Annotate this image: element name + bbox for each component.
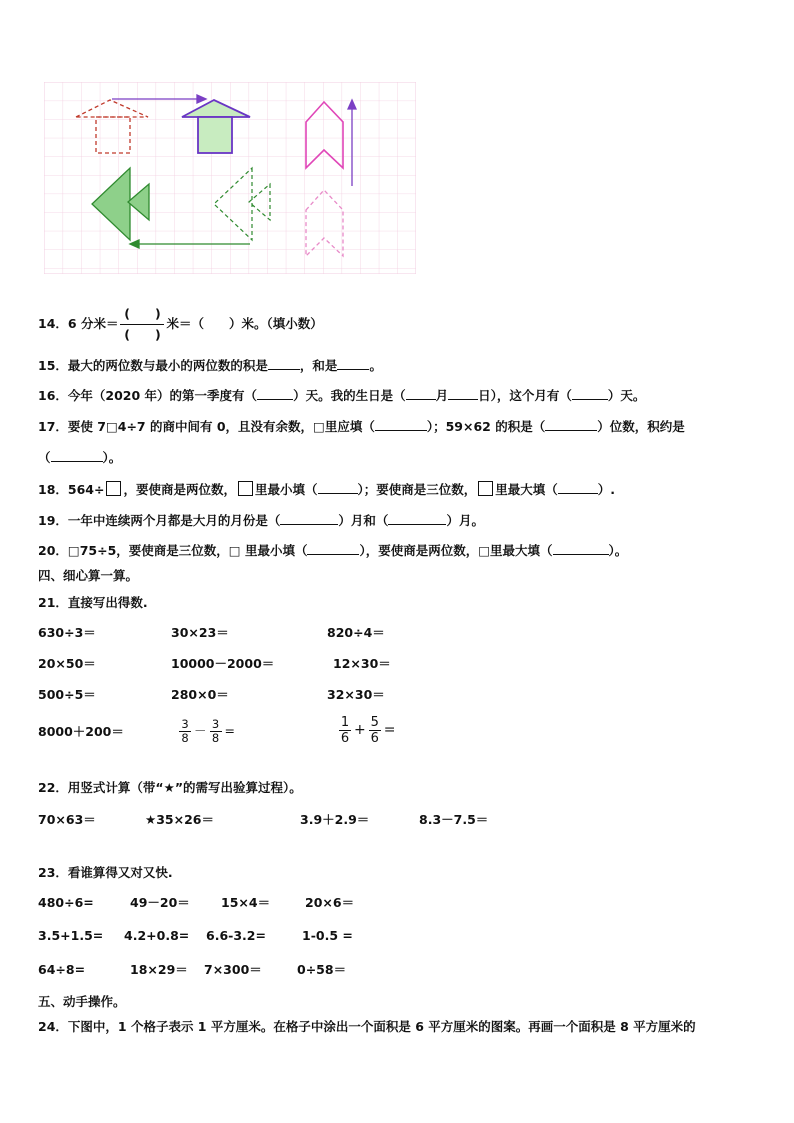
question-17-cont [38, 448, 121, 466]
q16-blank-month-days[interactable] [572, 386, 608, 400]
q21-r2c3: 12×30＝ [333, 656, 391, 671]
q17-blank-estimate[interactable] [51, 448, 103, 462]
q19-text-c: ）月。 [446, 513, 484, 528]
q18-box-3[interactable] [478, 481, 493, 496]
q18-box-2[interactable] [238, 481, 253, 496]
q21-r4c2: $\frac{3}{8}$ － $\frac{3}{8}$ = [176, 714, 235, 748]
q16-text-e: ）天。 [607, 388, 646, 403]
q17-blank-digit[interactable] [375, 417, 427, 431]
q21-r3c1: 500÷5＝ [38, 687, 96, 702]
q18-text-e: 里最大填（ [495, 482, 558, 497]
question-23-title: 23．看谁算得又对又快. [38, 865, 173, 880]
question-15 [38, 356, 382, 374]
q23-r2c1: 3.5+1.5= [38, 928, 104, 943]
q16-text-d: 日），这个月有（ [478, 388, 572, 403]
q18-text-c: 里最小填（ [255, 482, 318, 497]
q21-r4c1: 8000＋200＝ [38, 724, 124, 739]
q18-text-d: ）；要使商是三位数， [357, 482, 477, 497]
q17-text-a: 要使 7□4÷7 的商中间有 0，且没有余数，□里应填（ [67, 419, 375, 434]
question-21-title: 21．直接写出得数. [38, 595, 148, 610]
q18-text-b: ，要使商是两位数， [123, 482, 236, 497]
q22-item-2: ★35×26＝ [145, 812, 214, 827]
q16-number: 16． [38, 388, 68, 403]
q21-r2c1: 20×50＝ [38, 656, 96, 671]
q20-text-b: ），要使商是两位数，□里最大填（ [359, 543, 553, 558]
q15-text-a: 最大的两位数与最小的两位数的积是 [67, 358, 268, 373]
question-24 [38, 1019, 696, 1035]
q16-text-b: ）天。我的生日是（ [293, 388, 406, 403]
q14-fraction [120, 305, 164, 344]
q22-item-4: 8.3－7.5＝ [419, 812, 489, 827]
q23-r1c1: 480÷6= [38, 895, 94, 910]
q20-number: 20． [38, 543, 68, 558]
q21-r2c2: 10000－2000＝ [171, 656, 275, 671]
question-18 [38, 480, 615, 498]
q23-r3c3: 7×300＝ [204, 962, 262, 977]
q14-frac-den[interactable]: ( ) [124, 327, 161, 342]
q20-blank-2[interactable] [553, 541, 609, 555]
question-17 [38, 417, 685, 435]
q16-text-c: 月 [435, 388, 449, 403]
q15-number: 15． [38, 358, 68, 373]
q14-frac-num[interactable]: ( ) [124, 306, 161, 321]
fraction-3-8-b: $\frac{3}{8}$ [210, 718, 222, 745]
q14-text-b: 米＝（ ）米。（填小数） [166, 316, 323, 331]
q19-text-a: 一年中连续两个月都是大月的月份是（ [67, 513, 281, 528]
q20-blank-1[interactable] [307, 541, 359, 555]
q14-number: 14． [38, 316, 68, 331]
q19-text-b: ）月和（ [338, 513, 389, 528]
q23-r1c4: 20×6＝ [305, 895, 355, 910]
q23-r3c1: 64÷8= [38, 962, 86, 977]
q18-box-1[interactable] [106, 481, 121, 496]
q21-r3c2: 280×0＝ [171, 687, 229, 702]
q22-item-1: 70×63＝ [38, 812, 96, 827]
q21-r1c3: 820÷4＝ [327, 625, 385, 640]
translation-figure [44, 82, 416, 274]
q20-text-a: □75÷5，要使商是三位数，□ 里最小填（ [67, 543, 308, 558]
section-5-heading: 五、动手操作。 [38, 994, 126, 1009]
q23-r2c2: 4.2+0.8= [124, 928, 190, 943]
fraction-3-8-a: $\frac{3}{8}$ [179, 718, 191, 745]
q17-text-b: ）；59×62 的积是（ [426, 419, 546, 434]
q23-r3c4: 0÷58＝ [297, 962, 347, 977]
q19-number: 19． [38, 513, 68, 528]
q17-number: 17． [38, 419, 68, 434]
q16-blank-days[interactable] [257, 386, 293, 400]
q16-text-a: 今年（2020 年）的第一季度有（ [67, 388, 258, 403]
q21-r1c2: 30×23＝ [171, 625, 229, 640]
question-20 [38, 541, 627, 559]
q23-r2c3: 6.6-3.2= [206, 928, 266, 943]
q17-blank-digits[interactable] [545, 417, 597, 431]
q18-text-a: 564÷ [67, 482, 105, 497]
q21-r1c1: 630÷3＝ [38, 625, 96, 640]
q16-blank-day[interactable] [448, 386, 478, 400]
q17-text-c: ）位数，积约是 [597, 419, 685, 434]
question-19 [38, 511, 484, 529]
q23-r2c4: 1-0.5 = [302, 928, 353, 943]
q22-item-3: 3.9＋2.9＝ [300, 812, 370, 827]
q14-text-a: 6 分米＝ [67, 316, 119, 331]
q15-text-c: 。 [369, 358, 382, 373]
q21-r3c3: 32×30＝ [327, 687, 385, 702]
q15-blank-sum[interactable] [337, 356, 369, 370]
q17-text-d: （ [38, 450, 51, 465]
q23-r1c3: 15×4＝ [221, 895, 271, 910]
q19-blank-1[interactable] [280, 511, 338, 525]
question-22-title: 22．用竖式计算（带“★”的需写出验算过程）。 [38, 780, 302, 795]
q15-blank-product[interactable] [268, 356, 300, 370]
question-14 [38, 305, 323, 344]
q20-text-c: ）。 [608, 543, 628, 558]
section-4-heading: 四、细心算一算。 [38, 568, 139, 583]
q23-r3c2: 18×29＝ [130, 962, 188, 977]
fraction-1-6: $\frac{1}{6}$ [340, 714, 350, 746]
fraction-5-6: $\frac{5}{6}$ [370, 714, 379, 746]
q24-text: 下图中，1 个格子表示 1 平方厘米。在格子中涂出一个面积是 6 平方厘米的图案。再画一个面积是 8 平方厘米的 [67, 1019, 696, 1034]
q18-blank-min[interactable] [318, 480, 358, 494]
q18-number: 18． [38, 482, 68, 497]
q16-blank-month[interactable] [406, 386, 436, 400]
q23-r1c2: 49－20＝ [130, 895, 190, 910]
q18-blank-max[interactable] [558, 480, 598, 494]
q19-blank-2[interactable] [388, 511, 446, 525]
q24-number: 24． [38, 1019, 68, 1034]
q21-r4c3: $\frac{1}{6}$ + $\frac{5}{6}$ = [340, 714, 396, 746]
q15-text-b: ，和是 [299, 358, 338, 373]
q18-text-f: ）. [597, 482, 616, 497]
question-16 [38, 386, 645, 404]
q17-text-e: ）。 [102, 450, 122, 465]
